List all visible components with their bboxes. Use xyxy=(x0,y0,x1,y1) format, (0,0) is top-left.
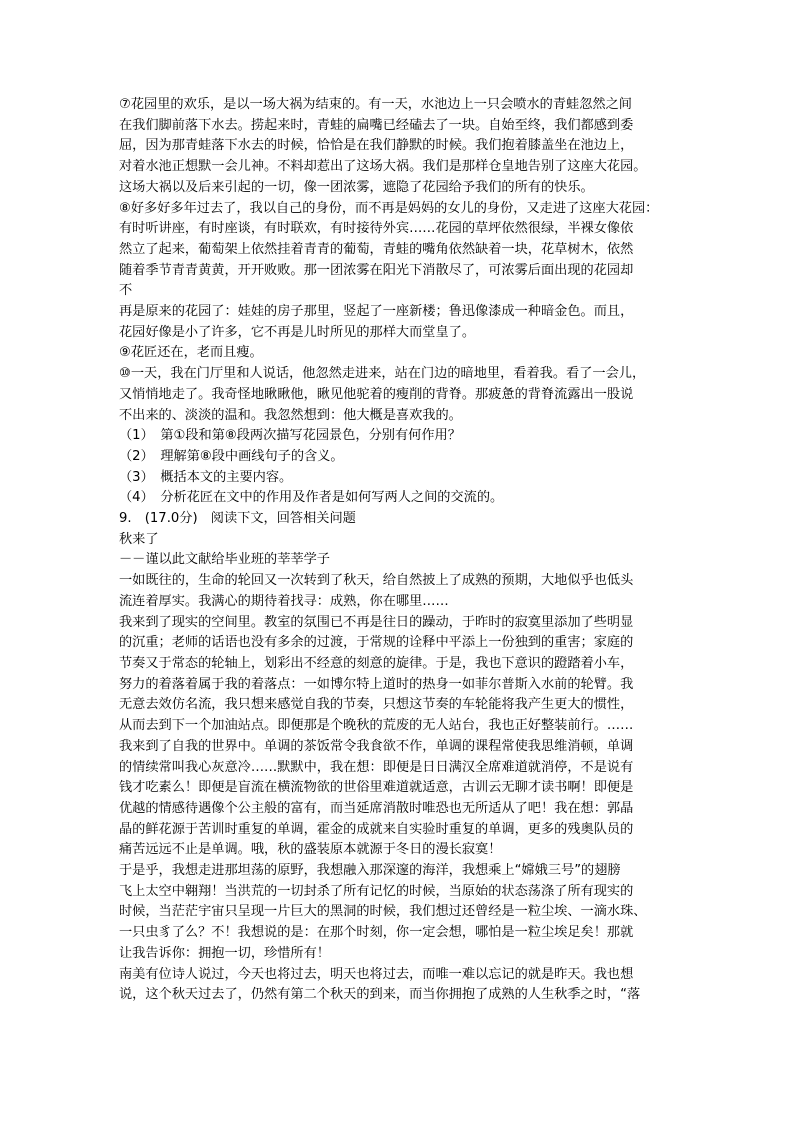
document-body xyxy=(119,95,679,1006)
paragraph-p8 xyxy=(119,199,679,344)
text-line: 不 xyxy=(119,283,133,299)
text-line: 节奏又于常态的轮轴上，划彩出不经意的刻意的旋律。于是，我也下意识的蹬踏着小车， xyxy=(119,655,634,671)
paragraph-q9 xyxy=(119,509,679,530)
text-line: 9. (17.0分) 阅读下文，回答相关问题 xyxy=(119,511,356,527)
paragraph-q3 xyxy=(119,468,679,489)
text-line: 飞上太空中翱翔！当洪荒的一切封杀了所有记忆的时候，当原始的状态荡涤了所有现实的 xyxy=(119,883,634,899)
text-line: 再是原来的花园了：娃娃的房子那里，竖起了一座新楼；鲁迅像漆成一种暗金色。而且， xyxy=(119,304,634,320)
text-line: 一只虫豸了么？不！我想说的是：在那个时刻，你一定会想，哪怕是一粒尘埃足矣！那就 xyxy=(119,925,634,941)
text-line: 流连着厚实。我满心的期待着找寻：成熟，你在哪里…… xyxy=(119,593,449,609)
text-line: 时候，当茫茫宇宙只呈现一片巨大的黑洞的时候，我们想过还曾经是一粒尘埃、一滴水珠、 xyxy=(119,904,647,920)
text-line: ⑦花园里的欢乐，是以一场大祸为结束的。有一天，水池边上一只会喷水的青蛙忽然之间 xyxy=(119,97,632,112)
text-line: 一如既往的，生命的轮回又一次转到了秋天，给自然披上了成熟的预期，大地似乎也低头 xyxy=(119,573,634,589)
text-line: 于是乎，我想走进那坦荡的原野，我想融入那深邃的海洋，我想乘上“嫦娥三号”的翅膀 xyxy=(119,863,621,879)
paragraph-a2 xyxy=(119,613,679,737)
text-line: ⑨花匠还在，老而且瘦。 xyxy=(119,345,263,361)
text-line: 从而去到下一个加油站点。即便那是个晚秋的荒废的无人站台，我也正好整装前行。…… xyxy=(119,718,634,734)
text-line: ⑩一天，我在门厅里和人说话，他忽然走进来，站在门边的暗地里，看着我。看了一会儿， xyxy=(119,366,646,382)
text-line: 然立了起来，葡萄架上依然挂着青青的葡萄，青蛙的嘴角依然缺着一块，花草树木，依然 xyxy=(119,241,634,257)
text-line: 我来到了自我的世界中。单调的茶饭常令我食欲不作，单调的课程常使我思维消顿，单调 xyxy=(119,738,634,754)
text-line: 不出来的、淡淡的温和。我忽然想到：他大概是喜欢我的。 xyxy=(119,407,462,423)
paragraph-q1 xyxy=(119,426,679,447)
text-line: 无意去效仿名流，我只想来感觉自我的节奏，只想这节奏的车轮能将我产生更大的惯性， xyxy=(119,697,634,713)
text-line: 努力的着落着属于我的着落点：一如博尔特上道时的热身一如菲尔普斯入水前的轮臂。我 xyxy=(119,676,634,692)
paragraph-a5 xyxy=(119,965,679,1006)
text-line: －－谨以此文献给毕业班的莘莘学子 xyxy=(119,552,330,568)
text-line: 说，这个秋天过去了，仍然有第二个秋天的到来，而当你拥抱了成熟的人生秋季之时，“落 xyxy=(119,987,641,1003)
paragraph-p10 xyxy=(119,364,679,426)
text-line: 对着水池正想默一会儿神。不料却惹出了这场大祸。我们是那样仓皇地告别了这座大花园。 xyxy=(119,159,647,175)
text-line: （2） 理解第⑧段中画线句子的含义。 xyxy=(119,448,344,464)
paragraph-a3 xyxy=(119,737,679,861)
text-line: 让我告诉你：拥抱一切，珍惜所有！ xyxy=(119,945,330,961)
paragraph-q4 xyxy=(119,488,679,509)
text-line: 钱才吃素么！即便是盲流在横流物欲的世俗里难道就适意，古训云无聊才读书啊！即便是 xyxy=(119,780,634,796)
text-line: 我来到了现实的空间里。教室的氛围已不再是往日的躁动，于昨时的寂寞里添加了些明显 xyxy=(119,614,634,630)
text-line: 这场大祸以及后来引起的一切，像一团浓雾，遮隐了花园给予我们的所有的快乐。 xyxy=(119,179,594,195)
paragraph-q2 xyxy=(119,447,679,468)
text-line: 花园好像是小了许多，它不再是儿时所见的那样大而堂皇了。 xyxy=(119,324,476,340)
paragraph-a4 xyxy=(119,861,679,965)
text-line: 优越的情感待遇像个公主般的富有，而当延席消散时唯恐也无所适从了吧！我在想：郭晶 xyxy=(119,800,634,816)
text-line: （3） 概括本文的主要内容。 xyxy=(119,469,293,485)
paragraph-p7 xyxy=(119,95,679,199)
text-line: 秋来了 xyxy=(119,531,159,547)
paragraph-p9 xyxy=(119,343,679,364)
paragraph-a1 xyxy=(119,571,679,612)
text-line: ⑧好多好多年过去了，我以自己的身份，而不再是妈妈的女儿的身份，又走进了这座大花园： xyxy=(119,200,659,216)
text-line: 晶的鲜花源于苦训时重复的单调，霍金的成就来自实验时重复的单调，更多的残奥队员的 xyxy=(119,821,634,837)
text-line: 有时听讲座，有时座谈，有时联欢，有时接待外宾……花园的草坪依然很绿，半裸女像依 xyxy=(119,221,634,237)
text-line: 又悄悄地走了。我奇怪地瞅瞅他，瞅见他驼着的瘦削的背脊。那疲惫的背脊流露出一股说 xyxy=(119,386,634,402)
paragraph-dedication xyxy=(119,550,679,571)
text-line: 痛苦远远不止是单调。哦，秋的盛装原本就源于冬日的漫长寂寞！ xyxy=(119,842,502,858)
text-line: （4） 分析花匠在文中的作用及作者是如何写两人之间的交流的。 xyxy=(119,490,504,506)
text-line: （1） 第①段和第⑧段两次描写花园景色，分别有何作用？ xyxy=(119,428,461,444)
text-line: 随着季节青青黄黄，开开败败。那一团浓雾在阳光下消散尽了，可浓雾后面出现的花园却 xyxy=(119,262,634,278)
text-line: 南美有位诗人说过，今天也将过去，明天也将过去，而唯一难以忘记的就是昨天。我也想 xyxy=(119,966,634,982)
paragraph-title xyxy=(119,530,679,551)
text-line: 在我们脚前落下水去。捞起来时，青蛙的扁嘴已经磕去了一块。自始至终，我们都感到委 xyxy=(119,117,634,133)
text-line: 的沉重；老师的话语也没有多余的过渡，于常规的诠释中平添上一份独到的重害；家庭的 xyxy=(119,635,634,651)
text-line: 的情续常叫我心灰意冷……默默中，我在想：即便是日日满汉全席难道就消停，不是说有 xyxy=(119,759,634,775)
text-line: 屈，因为那青蛙落下水去的时候，恰恰是在我们静默的时候。我们抱着膝盖坐在池边上， xyxy=(119,138,634,154)
